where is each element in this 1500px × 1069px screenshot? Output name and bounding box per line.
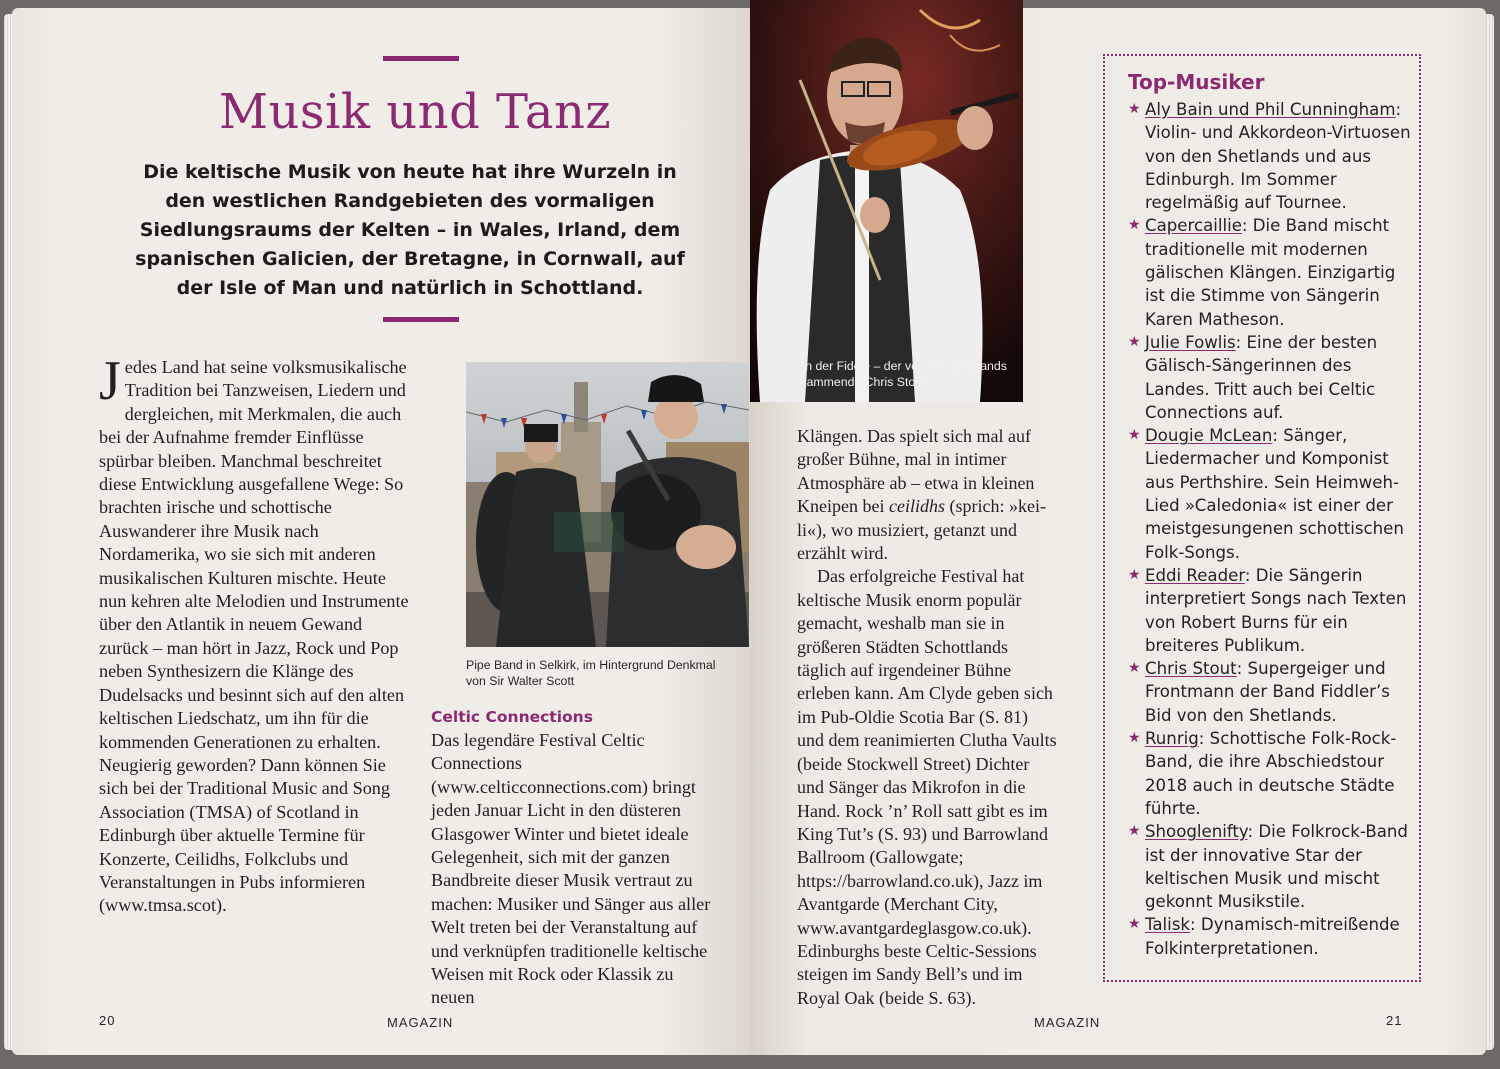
page-title: Musik und Tanz: [218, 84, 612, 140]
fiddler-photo: [750, 0, 1023, 402]
musician-description: : Sänger, Liedermacher und Komponist aus Perthshire. Sein Heimweh-Lied »Caledonia« ist einer der meistgesungenen schottischen Folk-Songs.: [1145, 426, 1404, 562]
musician-item: [1128, 913, 1413, 960]
page-number-left: 20: [99, 1013, 116, 1028]
star-icon: ★: [1128, 101, 1141, 117]
musician-name: Runrig: [1145, 729, 1199, 749]
section-label-left: MAGAZIN: [387, 1015, 454, 1030]
right-body-column: [797, 425, 1059, 1010]
right-body-p1-italic: ceilidhs: [888, 496, 945, 517]
pipe-band-photo: [466, 362, 749, 647]
star-icon: ★: [1128, 823, 1141, 840]
star-icon: ★: [1128, 427, 1141, 444]
pipe-band-caption: Pipe Band in Selkirk, im Hintergrund Denkmal von Sir Walter Scott: [466, 658, 716, 688]
musician-item: [1128, 727, 1413, 820]
musician-name: Capercaillie: [1145, 216, 1242, 236]
page-number-right: 21: [1386, 1013, 1403, 1028]
musician-name: Chris Stout: [1145, 659, 1237, 679]
musician-name: Talisk: [1145, 915, 1191, 935]
top-musiker-title: Top-Musiker: [1128, 70, 1265, 94]
musician-description: : Die Band mischt traditionelle mit modernen gälischen Klängen. Einzigartig ist die Stimme von Sängerin Karen Matheson.: [1145, 216, 1396, 329]
musician-name: Aly Bain und Phil Cunningham: [1145, 100, 1396, 119]
musician-item: [1128, 214, 1413, 330]
musician-list: [1128, 98, 1413, 960]
title-rule-top: [383, 56, 459, 61]
star-icon: ★: [1128, 730, 1141, 747]
left-body-text: edes Land hat seine volksmusikalische Tradition bei Tanzweisen, Liedern und dergleichen, mit Merkmalen, die auch bei der Aufnahme fremder Einflüsse spürbar bleiben. Manchmal beschreitet diese Entwicklung ausgefallene Wege: So brachten irische und schottische Auswanderer ihre Musik nach Nordamerika, wo sie sich mit anderen musikalischen Kulturen mischte. Heute nun kehren alte Melodien und Instrumente über den Atlantik in neuem Gewand zurück – man hört in Jazz, Rock und Pop neben Synthesizern die Klänge des Dudelsacks und besinnt sich auf den alten keltischen Liedschatz, um ihn für die kommenden Generationen zu erhalten. Neugierig geworden? Dann können Sie sich bei der Traditional Music and Song Association (TMSA) of Scotland in Edinburgh über aktuelle Termine für Konzerte, Ceilidhs, Folkclubs und Veranstaltungen in Pubs informieren (www.tmsa.scot).: [99, 357, 409, 916]
star-icon: ★: [1128, 333, 1141, 350]
musician-description: : Die Folkrock-Band ist der innovative Star der keltischen Musik und mischt gekonnt Musikstile.: [1145, 822, 1408, 912]
musician-name: Eddi Reader: [1145, 565, 1245, 585]
musician-item: [1128, 657, 1413, 727]
musician-description: : Dynamisch-mitreißende Folkinterpretationen.: [1145, 915, 1400, 958]
celtic-connections-column: [431, 729, 711, 1010]
musician-description: : Supergeiger und Frontmann der Band Fiddler’s Bid von den Shetlands.: [1145, 659, 1390, 725]
musician-item: [1128, 98, 1413, 214]
right-body-p1a: Klängen. Das spielt sich mal auf großer Bühne, mal in intimer Atmosphäre ab – etwa in kleinen Kneipen bei: [797, 426, 1035, 517]
section-label-right: MAGAZIN: [1034, 1015, 1101, 1030]
musician-description: : Die Sängerin interpretiert Songs nach Texten von Robert Burns für ein breiteres Publikum.: [1145, 565, 1407, 655]
musician-name: Dougie McLean: [1145, 426, 1273, 446]
musician-item: [1128, 424, 1413, 564]
right-body-p1b: (sprich: »kei-li«), wo musiziert, getanzt und erzählt wird.: [797, 496, 1046, 564]
title-rule-bottom: [383, 317, 459, 322]
musician-item: [1128, 564, 1413, 657]
fiddler-caption: An der Fiddle – der von den Shetlands stammende Chris Stout: [797, 359, 1007, 389]
musician-description: : Schottische Folk-Rock-Band, die ihre Abschiedstour 2018 auch in deutsche Städte führte.: [1145, 729, 1397, 818]
dropcap: J: [99, 350, 121, 412]
musician-name: Shooglenifty: [1145, 822, 1248, 842]
musician-name: Julie Fowlis: [1145, 332, 1236, 352]
celtic-connections-text: Das legendäre Festival Celtic Connections (www.celticconnections.com) bringt jeden Januar Licht in den düsteren Glasgower Winter und bietet ideale Gelegenheit, sich mit der ganzen Bandbreite dieser Musik vertraut zu machen: Musiker und Sänger aus aller Welt treten bei der Veranstaltung auf und verknüpfen traditionelle keltische Weisen mit Rock oder Klassik zu neuen: [431, 730, 711, 1008]
musician-item: [1128, 820, 1413, 913]
right-body-p2: Das erfolgreiche Festival hat keltische Musik enorm populär gemacht, weshalb man sie in größeren Städten Schottlands täglich auf irgendeiner Bühne erleben kann. Am Clyde geben sich im Pub-Oldie Scotia Bar (S. 81) und dem reanimierten Clutha Vaults (beide Stockwell Street) Dichter und Sänger das Mikrofon in die Hand. Rock ’n’ Roll satt gibt es im King Tut’s (S. 93) und Barrowland Ballroom (Gallowgate; https://barrowland.co.uk), Jazz im Avantgarde (Merchant City, www.avantgardeglasgow.co.uk). Edinburghs beste Celtic-Sessions steigen im Sandy Bell’s und im Royal Oak (beide S. 63).: [797, 566, 1057, 1008]
musician-item: [1128, 331, 1413, 424]
star-icon: ★: [1128, 916, 1141, 933]
star-icon: ★: [1128, 217, 1141, 234]
lead-paragraph: Die keltische Musik von heute hat ihre Wurzeln in den westlichen Randgebieten des vormaligen Siedlungsraums der Kelten – in Wales, Irland, dem spanischen Galicien, der Bretagne, in Cornwall, auf der Isle of Man und natürlich in Schottland.: [135, 161, 685, 299]
musician-description: : Eine der besten Gälisch-Sängerinnen des Landes. Tritt auch bei Celtic Connections auf.: [1145, 332, 1378, 422]
left-body-column: [99, 350, 411, 918]
star-icon: ★: [1128, 660, 1141, 677]
musician-description: : Violin- und Akkordeon-Virtuosen von den Shetlands und aus Edinburgh. Im Sommer regelmäßig auf Tournee.: [1145, 100, 1411, 213]
star-icon: ★: [1128, 566, 1141, 583]
celtic-connections-heading: Celtic Connections: [431, 708, 593, 726]
